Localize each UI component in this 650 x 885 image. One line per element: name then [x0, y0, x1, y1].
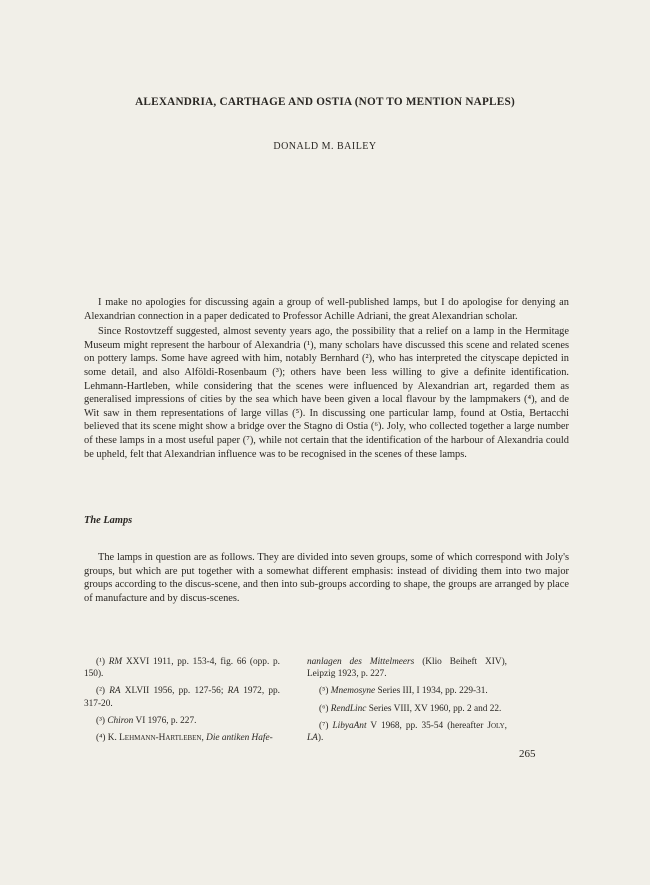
footnote-text: Series III, I 1934, pp. 229-31. — [375, 686, 488, 697]
footnote-number: (⁴) — [96, 733, 106, 744]
article-author: DONALD M. BAILEY — [273, 141, 377, 152]
body-paragraph-3: The lamps in question are as follows. They are divided into seven groups, some of which correspond with Joly's groups, but which are put together with a somewhat different emphasis: instead of dividing them into two major groups according to the discus-scene, and then into sub-groups according to shape, the groups are arranged by place of manufacture and by discus-scenes. — [84, 552, 569, 604]
footnote-source: RA — [109, 686, 121, 697]
footnote-source: RendLinc — [330, 703, 367, 714]
lamps-section — [84, 551, 569, 607]
page-number: 265 — [519, 748, 536, 760]
footnote-source: RM — [108, 657, 123, 667]
body-paragraph-1: I make no apologies for discussing again a group of well-published lamps, but I do apologise for denying an Alexandrian connection in a paper dedicated to Professor Achille Adriani, the great Alexandrian scholar. — [84, 297, 569, 322]
footnote-author: K. Lehmann-Hartleben, — [107, 733, 204, 744]
footnote-text: VI 1976, p. 227. — [133, 715, 197, 726]
article-title: ALEXANDRIA, CARTHAGE AND OSTIA (NOT TO MENTION NAPLES) — [135, 96, 515, 108]
footnote-author: Joly, — [487, 720, 507, 731]
footnote-source: RA — [227, 686, 239, 697]
footnotes-left-column — [84, 656, 280, 749]
footnotes-right-column — [307, 656, 507, 749]
section-heading: The Lamps — [84, 515, 133, 526]
footnote-text: 1972, pp. 317-20. — [84, 686, 280, 709]
footnote-number: (³) — [96, 715, 105, 726]
footnote-text: ). — [317, 733, 324, 744]
footnote-source: nanlagen des Mittelmeers — [307, 657, 415, 667]
footnote-text: V 1968, pp. 35-54 (hereafter — [366, 720, 488, 731]
footnote-text: Series VIII, XV 1960, pp. 2 and 22. — [366, 703, 502, 714]
body-paragraph-2: Since Rostovtzeff suggested, almost seventy years ago, the possibility that a relief on a lamp in the Hermitage Museum might represent the harbour of Alexandria (¹), many scholars have discussed this scene and related scenes on pottery lamps. Some have agreed with him, notably Bernhard (²), who has interpreted the cityscape depicted in some detail, and also Alföldi-Rosenbaum (³); others have been less willing to give a definite identification. Lehmann-Hartleben, while considering that the scenes were influenced by Alexandrian art, regarded them as generalised impressions of cities by the sea which have been given a local flavour by the lampmakers (⁴), and de Wit saw in them representations of large villas (⁵). In discussing one particular lamp, found at Ostia, Bertacchi believed that its scene might show a bridge over the Stagno di Ostia (⁶). Joly, who collected together a large number of these lamps in a most useful paper (⁷), while not certain that the identification of the harbour of Alexandria could be upheld, felt that Alexandrian influence was to be recognised in the scenes of these lamps. — [84, 326, 569, 460]
footnote-6 — [307, 703, 507, 715]
footnote-number: (⁶) — [319, 703, 329, 714]
footnote-number: (²) — [96, 686, 105, 697]
footnote-text: XXVI 1911, pp. 153-4, fig. 66 (opp. p. 150). — [84, 657, 280, 680]
footnote-2 — [84, 685, 280, 709]
footnote-source: LA — [307, 733, 318, 744]
footnote-7 — [307, 720, 507, 744]
footnote-4 — [84, 732, 280, 744]
footnote-source: Mnemosyne — [330, 686, 376, 697]
footnote-5 — [307, 685, 507, 697]
footnote-source: LibyaAnt — [332, 720, 367, 731]
footnote-number: (⁷) — [319, 720, 329, 731]
footnote-number: (⁵) — [319, 686, 329, 697]
footnote-text: XLVII 1956, pp. 127-56; — [120, 686, 228, 697]
footnote-source: Die antiken Hafe- — [206, 733, 273, 744]
footnote-number: (¹) — [96, 657, 105, 667]
footnote-4-continued — [307, 656, 507, 680]
introduction-section — [84, 296, 569, 463]
footnote-1 — [84, 656, 280, 680]
footnote-3 — [84, 715, 280, 727]
footnote-source: Chiron — [107, 715, 134, 726]
footnote-text: (Klio Beiheft XIV), Leipzig 1923, p. 227. — [307, 657, 507, 680]
